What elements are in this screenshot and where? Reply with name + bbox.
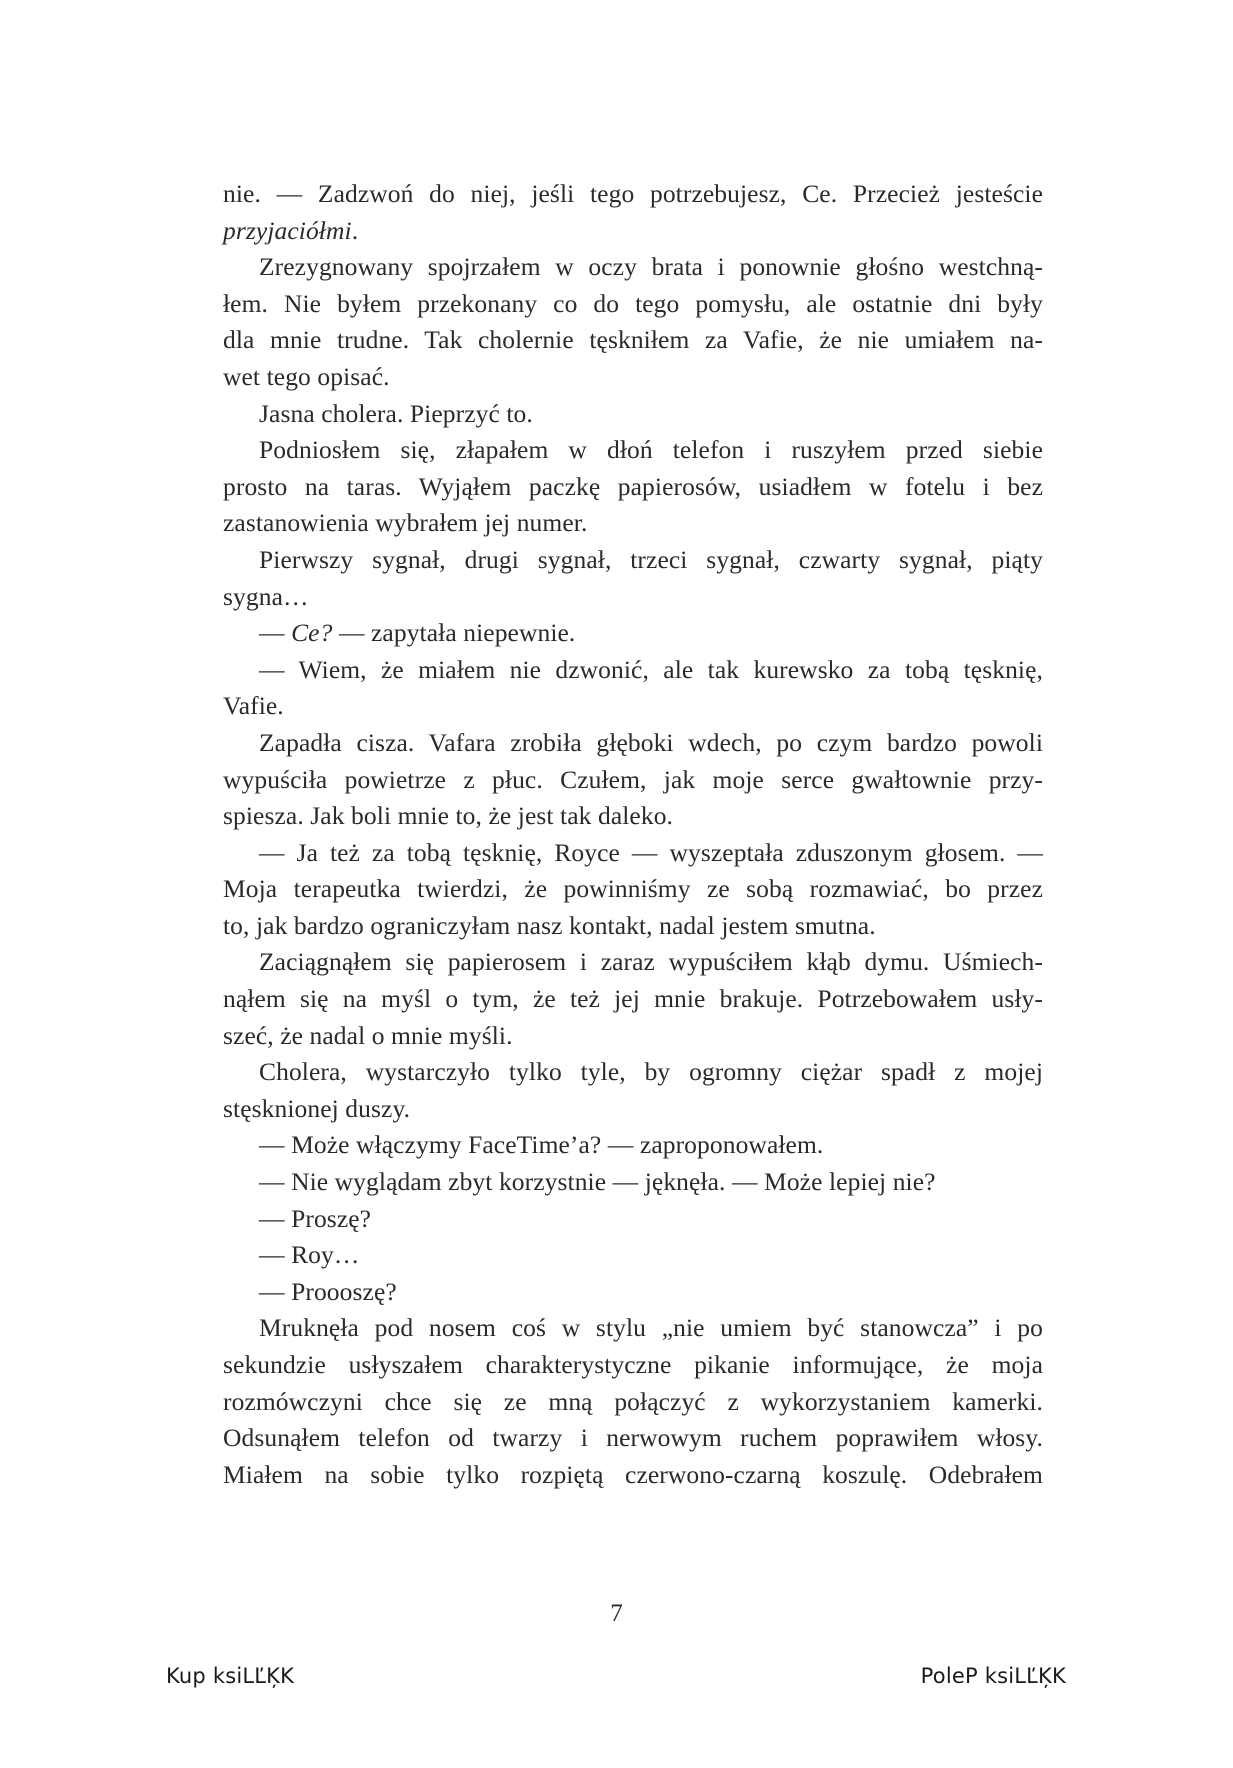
text-span: — zapytała niepewnie. <box>332 618 576 648</box>
text-span: sygna… <box>223 581 309 611</box>
text-line <box>223 432 1043 469</box>
text-span: Odsunąłem telefon od twarzy i nerwowym ruchem poprawiłem włosy. <box>223 1423 1043 1453</box>
text-line <box>223 542 1043 579</box>
text-line <box>223 615 1043 652</box>
text-line <box>223 762 1043 799</box>
text-span: Pierwszy sygnał, drugi sygnał, trzeci sygnał, czwarty sygnał, piąty <box>259 544 1043 574</box>
text-line <box>223 908 1043 945</box>
italic-text: przyjaciółmi <box>223 215 352 245</box>
text-span: stęsknionej duszy. <box>223 1093 411 1123</box>
text-span: — Nie wyglądam zbyt korzystnie — jęknęła. — Może lepiej nie? <box>259 1167 936 1197</box>
text-span: Cholera, wystarczyło tylko tyle, by ogromny ciężar spadł z mojej <box>259 1057 1043 1087</box>
text-line <box>223 1018 1043 1055</box>
text-span: wypuściła powietrze z płuc. Czułem, jak moje serce gwałtownie przy- <box>223 764 1043 794</box>
text-span: nie. — Zadzwoń do niej, jeśli tego potrzebujesz, Ce. Przecież jesteście <box>223 179 1043 208</box>
text-line <box>223 798 1043 835</box>
text-line <box>223 944 1043 981</box>
text-line <box>223 1201 1043 1238</box>
text-span: spiesza. Jak boli mnie to, że jest tak daleko. <box>223 801 674 831</box>
text-line <box>223 652 1043 689</box>
recommend-book-link[interactable]: PoleP ksiLĽĶK <box>920 1664 1066 1688</box>
text-line <box>223 1164 1043 1201</box>
text-line <box>223 688 1043 725</box>
text-span: dla mnie trudne. Tak cholernie tęskniłem za Vafie, że nie umiałem na- <box>223 325 1043 355</box>
text-span: prosto na taras. Wyjąłem paczkę papierosów, usiadłem w fotelu i bez <box>223 471 1043 501</box>
text-span: szeć, że nadal o mnie myśli. <box>223 1020 513 1050</box>
text-span: — Może włączymy FaceTime’a? — zaproponowałem. <box>259 1130 824 1160</box>
text-span: Miałem na sobie tylko rozpiętą czerwono-czarną koszulę. Odebrałem <box>223 1459 1043 1489</box>
text-line <box>223 249 1043 286</box>
text-span: Jasna cholera. Pieprzyć to. <box>259 398 533 428</box>
text-line <box>223 1384 1043 1421</box>
text-span: — Ja też za tobą tęsknię, Royce — wyszeptała zduszonym głosem. — <box>259 837 1043 867</box>
text-span: — Wiem, że miałem nie dzwonić, ale tak kurewsko za tobą tęsknię, <box>259 654 1043 684</box>
text-line <box>223 213 1043 250</box>
text-span: Vafie. <box>223 691 284 721</box>
text-line <box>223 579 1043 616</box>
text-line <box>223 469 1043 506</box>
text-span: — Proooszę? <box>259 1276 397 1306</box>
text-line <box>223 1054 1043 1091</box>
text-span: — Roy… <box>259 1240 360 1270</box>
text-line <box>223 176 1043 213</box>
text-line <box>223 322 1043 359</box>
text-line <box>223 396 1043 433</box>
text-span: nąłem się na myśl o tym, że też jej mnie brakuje. Potrzebowałem usły- <box>223 984 1043 1014</box>
buy-book-link[interactable]: Kup ksiLĽĶK <box>166 1664 295 1688</box>
text-span: — <box>259 618 292 648</box>
text-span: Moja terapeutka twierdzi, że powinniśmy ze sobą rozmawiać, bo przez <box>223 874 1043 904</box>
text-line <box>223 286 1043 323</box>
text-span: Zaciągnąłem się papierosem i zaraz wypuściłem kłąb dymu. Uśmiech- <box>259 947 1043 977</box>
text-line <box>223 1347 1043 1384</box>
text-span: zastanowienia wybrałem jej numer. <box>223 508 588 538</box>
text-span: wet tego opisać. <box>223 361 390 391</box>
page-number: 7 <box>610 1600 623 1627</box>
text-span: Podniosłem się, złapałem w dłoń telefon i ruszyłem przed siebie <box>259 435 1043 465</box>
body-text <box>223 176 1043 1493</box>
text-line <box>223 871 1043 908</box>
text-line <box>223 725 1043 762</box>
text-line <box>223 1237 1043 1274</box>
text-span: sekundzie usłyszałem charakterystyczne pikanie informujące, że moja <box>223 1350 1043 1379</box>
text-line <box>223 1420 1043 1457</box>
text-line <box>223 505 1043 542</box>
text-line <box>223 1127 1043 1164</box>
text-line <box>223 835 1043 872</box>
text-span: — Proszę? <box>259 1203 372 1233</box>
text-span: rozmówczyni chce się ze mną połączyć z wykorzystaniem kamerki. <box>223 1386 1043 1416</box>
text-span: to, jak bardzo ograniczyłam nasz kontakt, nadal jestem smutna. <box>223 910 876 940</box>
text-line <box>223 981 1043 1018</box>
text-line <box>223 1274 1043 1311</box>
text-span: łem. Nie byłem przekonany co do tego pomysłu, ale ostatnie dni były <box>223 288 1043 318</box>
text-line <box>223 1091 1043 1128</box>
text-span: . <box>351 215 359 245</box>
text-line <box>223 1310 1043 1347</box>
text-span: Zapadła cisza. Vafara zrobiła głęboki wdech, po czym bardzo powoli <box>259 727 1043 757</box>
text-span: Zrezygnowany spojrzałem w oczy brata i ponownie głośno westchną- <box>259 252 1043 282</box>
italic-text: Ce? <box>291 618 333 648</box>
text-span: Mruknęła pod nosem coś w stylu „nie umiem być stanowcza” i po <box>259 1313 1043 1343</box>
text-line <box>223 1457 1043 1494</box>
text-line <box>223 359 1043 396</box>
